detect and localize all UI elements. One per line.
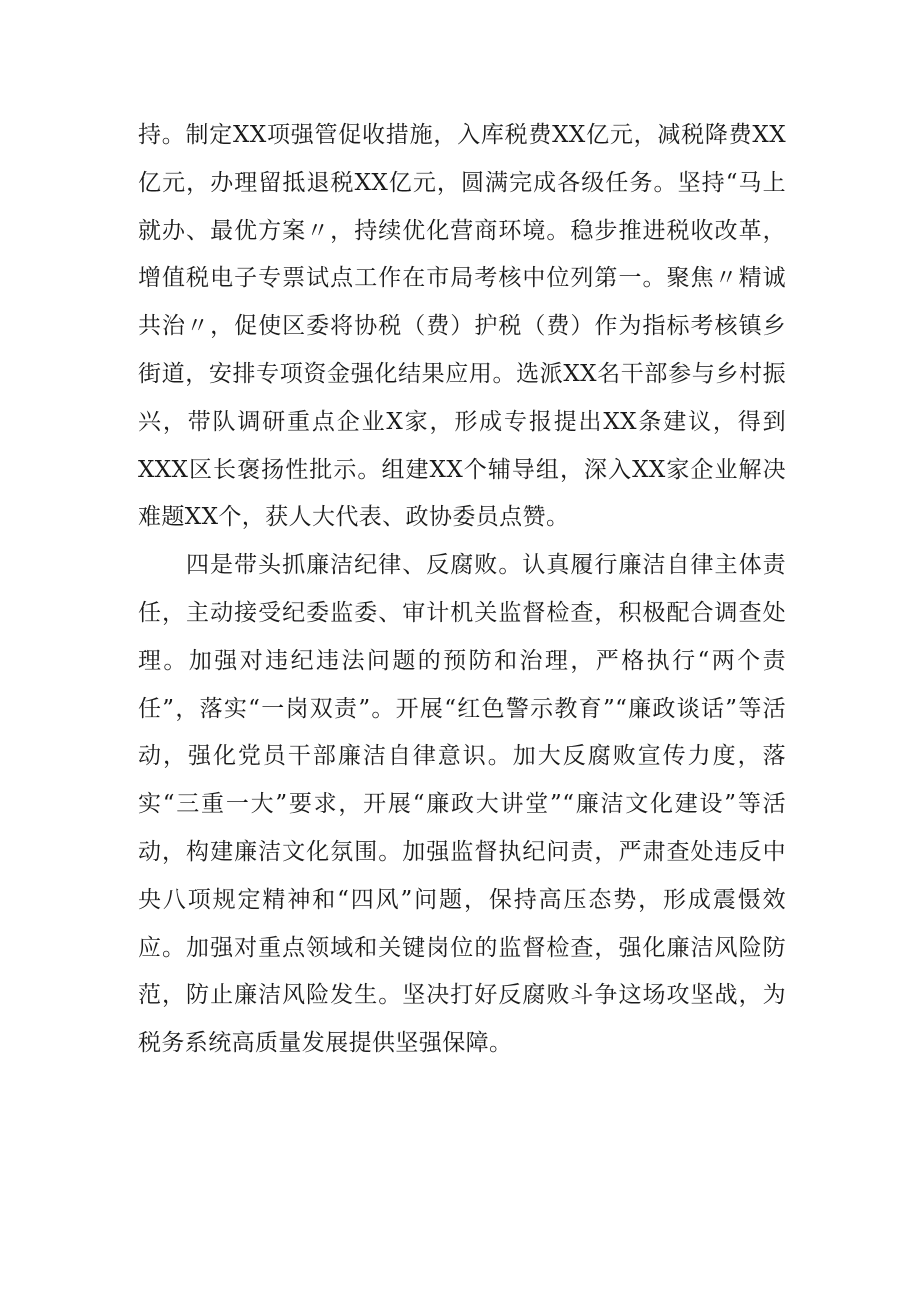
paragraph-discipline: 四是带头抓廉洁纪律、反腐败。认真履行廉洁自律主体责任，主动接受纪委监委、审计机关监督检查，积极配合调查处理。加强对违纪违法问题的预防和治理，严格执行“两个责任”，落实“一岗双责”。开展“红色警示教育”“廉政谈话”等活动，强化党员干部廉洁自律意识。加大反腐败宣传力度，落实“三重一大”要求，开展“廉政大讲堂”“廉洁文化建设”等活动，构建廉洁文化氛围。加强监督执纪问责，严肃查处违反中央八项规定精神和“四风”问题，保持高压态势，形成震慑效应。加强对重点领域和关键岗位的监督检查，强化廉洁风险防范，防止廉洁风险发生。坚决打好反腐败斗争这场攻坚战，为税务系统高质量发展提供坚强保障。 (138, 552, 786, 1057)
document-body (138, 112, 786, 1068)
paragraph-continued: 持。制定XX项强管促收措施，入库税费XX亿元，减税降费XX亿元，办理留抵退税XX亿元，圆满完成各级任务。坚持“马上就办、最优方案〃，持续优化营商环境。稳步推进税收改革，增值税电子专票试点工作在市局考核中位列第一。聚焦〃精诚共治〃，促使区委将协税（费）护税（费）作为指标考核镇乡街道，安排专项资金强化结果应用。选派XX名干部参与乡村振兴，带队调研重点企业X家，形成专报提出XX条建议，得到XXX区长褒扬性批示。组建XX个辅导组，深入XX家企业解决难题XX个，获人大代表、政协委员点赞。 (138, 122, 786, 531)
